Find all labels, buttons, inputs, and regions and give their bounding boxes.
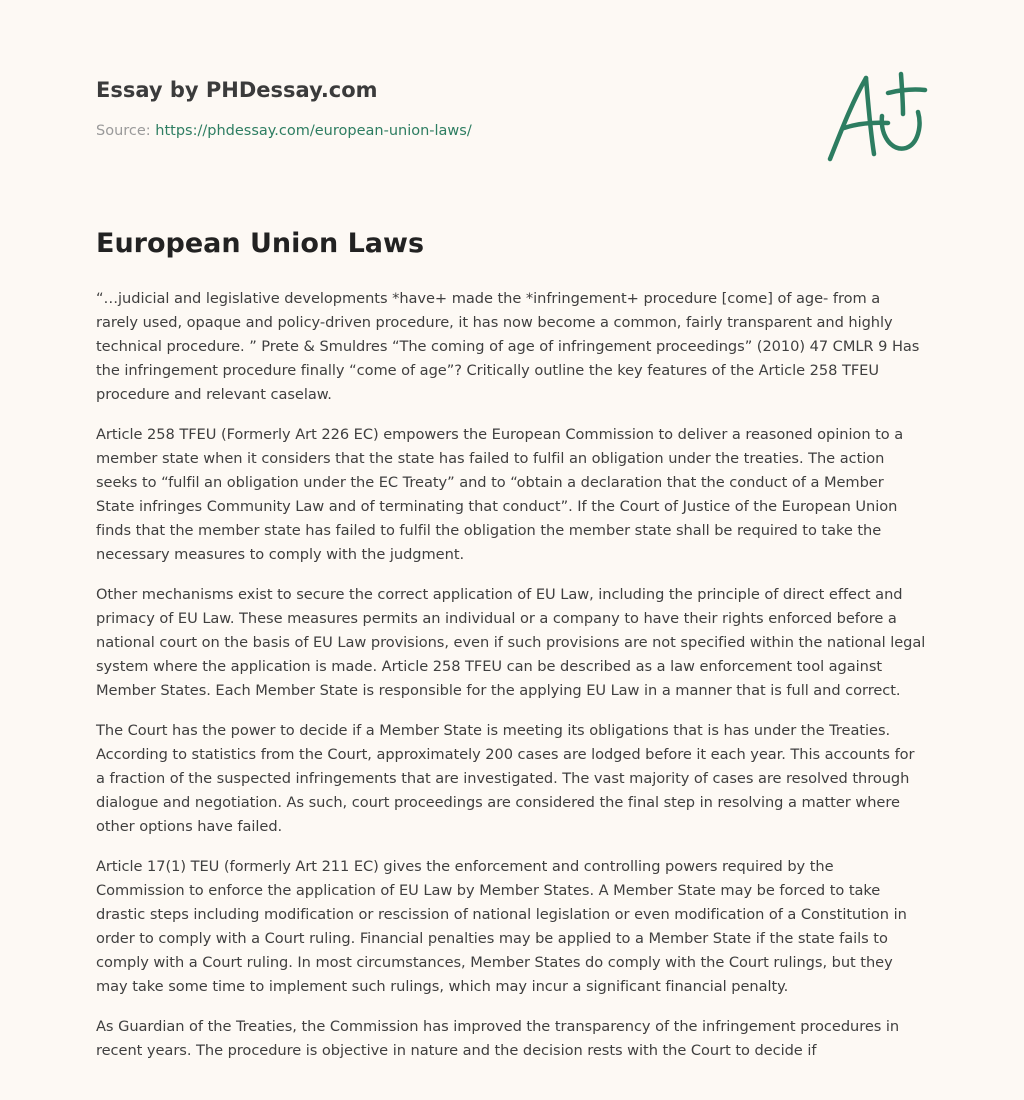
site-title: Essay by PHDessay.com (96, 78, 378, 102)
essay-paragraph: Other mechanisms exist to secure the correct application of EU Law, including the principle of direct effect and primacy of EU Law. These measures permits an individual or a company to have their rights enforced before a national court on the basis of EU Law provisions, even if such provisions are not specified within the national legal system where the application is made. Article 258 TFEU can be described as a law enforcement tool against Member States. Each Member State is responsible for the applying EU Law in a manner that is full and correct. (96, 586, 926, 699)
source-line (96, 121, 796, 141)
source-label: Source: (96, 123, 151, 139)
essay-paragraph: “…judicial and legislative developments *have+ made the *infringement+ procedure [come] of age- from a rarely used, opaque and policy-driven procedure, it has now become a common, fairly transparent and highly technical procedure. ” Prete & Smuldres “The coming of age of infringement proceedings” (2010) 47 CMLR 9 Has the infringement procedure finally “come of age”? Critically outline the key features of the Article 258 TFEU procedure and relevant caselaw. (96, 290, 920, 403)
a-plus-grade-logo-icon (822, 66, 930, 168)
essay-paragraph: Article 17(1) TEU (formerly Art 211 EC) gives the enforcement and controlling powers required by the Commission to enforce the application of EU Law by Member States. A Member State may be forced to take drastic steps including modification or rescission of national legislation or even modification of a Constitution in order to comply with a Court ruling. Financial penalties may be applied to a Member State if the state fails to comply with a Court ruling. In most circumstances, Member States do comply with the Court rulings, but they may take some time to implement such rulings, which may incur a significant financial penalty. (96, 858, 907, 995)
essay-paragraph: The Court has the power to decide if a Member State is meeting its obligations that is has under the Treaties. According to statistics from the Court, approximately 200 cases are lodged before it each year. This accounts for a fraction of the suspected infringements that are investigated. The vast majority of cases are resolved through dialogue and negotiation. As such, court proceedings are considered the final step in resolving a matter where other options have failed. (96, 722, 915, 835)
essay-title: European Union Laws (96, 228, 425, 259)
essay-paragraph: As Guardian of the Treaties, the Commission has improved the transparency of the infringement procedures in recent years. The procedure is objective in nature and the decision rests with the Court to decide if (96, 1018, 900, 1059)
essay-content (96, 224, 926, 1079)
source-link[interactable]: https://phdessay.com/european-union-laws/ (155, 123, 472, 139)
site-header (96, 76, 796, 141)
essay-paragraph: Article 258 TFEU (Formerly Art 226 EC) empowers the European Commission to deliver a reasoned opinion to a member state when it considers that the state has failed to fulfil an obligation under the treaties. The action seeks to “fulfil an obligation under the EC Treaty” and to “obtain a declaration that the conduct of a Member State infringes Community Law and of terminating that conduct”. If the Court of Justice of the European Union finds that the member state has failed to fulfil the obligation the member state shall be required to take the necessary measures to comply with the judgment. (96, 426, 904, 563)
